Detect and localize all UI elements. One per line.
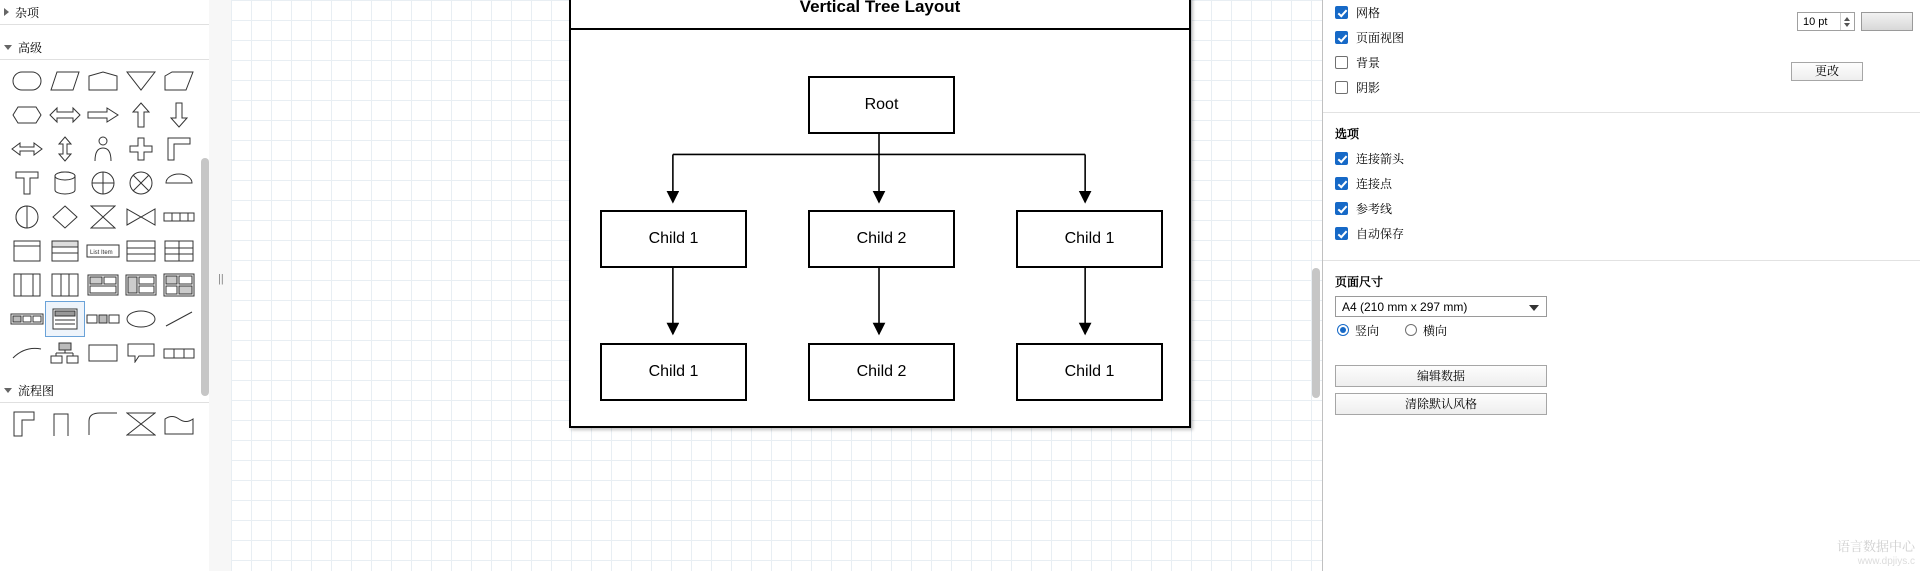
shape-bowtie-shape[interactable] (122, 200, 160, 234)
clear-default-style-button[interactable]: 清除默认风格 (1335, 393, 1547, 415)
shape-hourglass-shape[interactable] (84, 200, 122, 234)
shape-container-shape[interactable] (8, 234, 46, 268)
section-label: 流程图 (18, 383, 55, 398)
shape-tape-flow-shape[interactable] (160, 407, 198, 441)
autosave-checkbox[interactable] (1335, 227, 1348, 240)
shape-grid-table-shape[interactable] (84, 268, 122, 302)
option-connection-arrows[interactable] (1323, 146, 1920, 171)
shape-double-arrow-left-right-shape[interactable] (46, 98, 84, 132)
chevron-down-icon (4, 388, 12, 393)
divider (1323, 260, 1920, 261)
view-option-label: 页面视图 (1356, 31, 1405, 45)
format-panel[interactable] (1322, 0, 1920, 571)
shape-tape-shape[interactable] (160, 64, 198, 98)
shape-corner-start-shape[interactable] (8, 407, 46, 441)
connection-arrows-checkbox[interactable] (1335, 152, 1348, 165)
shape-cross-shape[interactable] (122, 132, 160, 166)
svg-text:List Item: List Item (90, 250, 113, 256)
option-autosave[interactable] (1323, 221, 1920, 246)
orientation-portrait-radio[interactable] (1337, 324, 1349, 336)
chevron-right-icon (4, 8, 9, 16)
shape-half-ellipse-shape[interactable] (160, 166, 198, 200)
node-label: Root (864, 96, 899, 113)
shape-corner-shape[interactable] (160, 132, 198, 166)
chevron-down-icon (4, 45, 12, 50)
shape-arrow-down-shape[interactable] (160, 98, 198, 132)
shape-arrow-right-shape[interactable] (84, 98, 122, 132)
shape-list-box-shape[interactable] (46, 234, 84, 268)
node-child-1[interactable] (600, 210, 747, 268)
shape-vertical-divided-shape[interactable] (46, 268, 84, 302)
node-grandchild-1[interactable] (600, 343, 747, 401)
shape-crosshair-circle-shape[interactable] (84, 166, 122, 200)
shape-list-selected-shape[interactable] (46, 302, 84, 336)
view-option-label: 阴影 (1356, 81, 1381, 95)
background-checkbox[interactable] (1335, 56, 1348, 69)
left-panel-scrollbar[interactable] (201, 158, 209, 396)
node-child-3[interactable] (1016, 210, 1163, 268)
orientation-radio-group[interactable] (1323, 317, 1920, 343)
canvas-vertical-scrollbar[interactable] (1312, 268, 1320, 398)
shape-flowchart-step-shape[interactable] (160, 336, 198, 370)
advanced-shape-grid[interactable] (0, 60, 209, 374)
shape-rounded-rectangle-shape[interactable] (8, 64, 46, 98)
node-child-2[interactable] (808, 210, 955, 268)
shape-x-circle-shape[interactable] (122, 166, 160, 200)
section-header-advanced[interactable] (0, 35, 209, 60)
watermark-line-2: www.dpjiys.c (1857, 556, 1915, 567)
flowchart-shape-grid[interactable] (0, 403, 209, 445)
shape-half-circle-shape[interactable] (8, 200, 46, 234)
orientation-portrait-label: 竖向 (1355, 323, 1380, 338)
option-label: 参考线 (1356, 202, 1393, 216)
page-size-value: A4 (210 mm x 297 mm) (1342, 299, 1468, 314)
shape-list-item-shape[interactable] (84, 234, 122, 268)
shape-double-arrow-vertical-shape[interactable] (46, 132, 84, 166)
section-header-misc[interactable] (0, 0, 209, 25)
orientation-landscape-label: 横向 (1423, 323, 1448, 338)
shape-actor-shape[interactable] (84, 132, 122, 166)
shape-library-panel[interactable] (0, 0, 210, 571)
shape-link-shape[interactable] (160, 302, 198, 336)
option-label: 连接箭头 (1356, 152, 1405, 166)
panel-splitter[interactable] (209, 0, 232, 571)
shape-tee-shape[interactable] (8, 166, 46, 200)
shape-ellipse-shape[interactable] (122, 302, 160, 336)
watermark-line-1: 语言数据中心 (1836, 539, 1915, 554)
page-size-section-title: 页面尺寸 (1335, 275, 1384, 289)
option-label: 自动保存 (1356, 227, 1405, 241)
chevron-down-icon (1529, 305, 1539, 311)
node-label: Child 2 (856, 363, 907, 380)
divider (1323, 112, 1920, 113)
shape-diamond-shape[interactable] (46, 200, 84, 234)
node-root[interactable] (808, 76, 955, 134)
option-connection-points[interactable] (1323, 171, 1920, 196)
shape-table-two-col-shape[interactable] (160, 234, 198, 268)
shape-x-cross-shape[interactable] (122, 407, 160, 441)
shape-arrow-up-shape[interactable] (122, 98, 160, 132)
shape-tree-node-shape[interactable] (46, 336, 84, 370)
shape-double-column-shape[interactable] (8, 268, 46, 302)
shape-process-bar-shape[interactable] (8, 302, 46, 336)
view-option-label: 网格 (1356, 6, 1381, 20)
shape-parallelogram-top-shape[interactable] (84, 64, 122, 98)
node-grandchild-3[interactable] (1016, 343, 1163, 401)
watermark (1837, 539, 1915, 569)
section-header-flowchart[interactable] (0, 378, 209, 403)
section-label: 杂项 (15, 5, 40, 20)
edit-data-button[interactable]: 编辑数据 (1335, 365, 1547, 387)
shape-table-shape[interactable] (122, 234, 160, 268)
shape-hexagon-flat-shape[interactable] (8, 98, 46, 132)
page-size-select[interactable] (1335, 296, 1547, 317)
shadow-checkbox[interactable] (1335, 81, 1348, 94)
shape-connector-table-shape[interactable] (84, 302, 122, 336)
background-change-button[interactable]: 更改 (1791, 62, 1863, 81)
grid-checkbox[interactable] (1335, 6, 1348, 19)
node-label: Child 1 (1064, 363, 1115, 380)
shape-cylinder-shape[interactable] (46, 166, 84, 200)
node-grandchild-2[interactable] (808, 343, 955, 401)
node-label: Child 1 (648, 363, 699, 380)
splitter-grip-icon: || (218, 273, 224, 285)
shape-step-shape[interactable] (46, 407, 84, 441)
option-guides[interactable] (1323, 196, 1920, 221)
guides-checkbox[interactable] (1335, 202, 1348, 215)
stepper-down-icon[interactable] (1844, 23, 1850, 27)
shape-callout-shape[interactable] (122, 336, 160, 370)
shape-rounded-process-shape[interactable] (84, 407, 122, 441)
node-label: Child 1 (648, 230, 699, 247)
stepper-up-icon[interactable] (1844, 17, 1850, 21)
options-section-title: 选项 (1335, 127, 1360, 141)
section-label: 高级 (18, 40, 43, 55)
diagram-page[interactable] (569, 0, 1191, 428)
grid-size-value: 10 pt (1803, 15, 1828, 28)
diagram-canvas[interactable] (231, 0, 1322, 571)
page-view-checkbox[interactable] (1335, 31, 1348, 44)
grid-size-input[interactable] (1797, 12, 1855, 31)
grid-color-swatch[interactable] (1861, 12, 1913, 31)
orientation-landscape-radio[interactable] (1405, 324, 1417, 336)
page-title: Vertical Tree Layout (799, 0, 961, 16)
shape-double-arrow-thin-shape[interactable] (8, 132, 46, 166)
shape-chevron-shape[interactable] (122, 64, 160, 98)
grid-size-stepper[interactable] (1840, 13, 1853, 30)
shape-trapezoid-shape[interactable] (46, 64, 84, 98)
diagram-title-band[interactable] (571, 0, 1189, 30)
shape-note-shape[interactable] (84, 336, 122, 370)
shape-data-storage-shape[interactable] (160, 200, 198, 234)
node-label: Child 2 (856, 230, 907, 247)
connection-points-checkbox[interactable] (1335, 177, 1348, 190)
shape-table-grid-shape[interactable] (160, 268, 198, 302)
shape-horizontal-table-shape[interactable] (122, 268, 160, 302)
node-label: Child 1 (1064, 230, 1115, 247)
option-label: 连接点 (1356, 177, 1393, 191)
shape-curve-link-shape[interactable] (8, 336, 46, 370)
view-option-label: 背景 (1356, 56, 1381, 70)
